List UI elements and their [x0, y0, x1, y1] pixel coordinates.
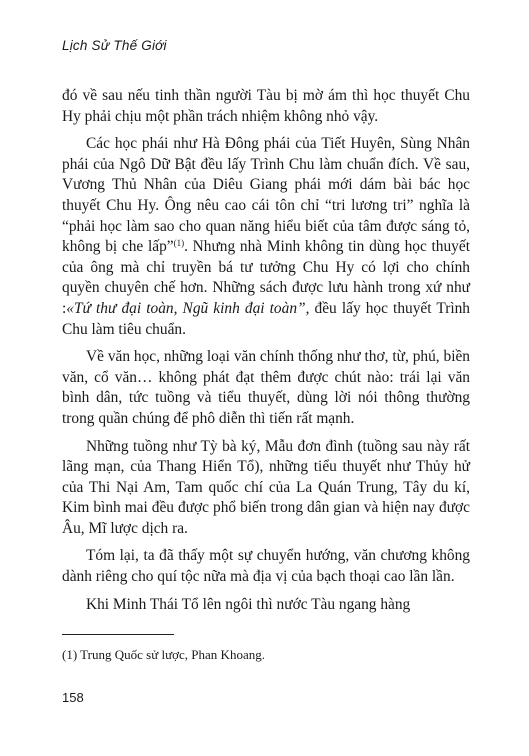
paragraph-2-text-b: . Nhưng nhà Minh không tin dùng học thuyết của ông mà chỉ truyền bá tư tưởng Chu Hy có lợi cho chính quyền chuyên chế hơn. Những sách được lưu hành trong xứ như : [62, 238, 470, 317]
footnote-reference: (1) [173, 238, 185, 249]
paragraph-6: Khi Minh Thái Tổ lên ngôi thì nước Tàu ngang hàng [86, 595, 411, 613]
paragraph-2-text-a: Các học phái như Hà Đông phái của Tiết Huyên, Sùng Nhân phái của Ngô Dữ Bật đều lấy Trình Chu làm chuẩn đích. Về sau, Vương Thủ Nhân của Diêu Giang phái mới dám bài bác học thuyết Chu Hy. Ông nêu cao cái tôn chỉ “tri lương tri” nghĩa là “phải học làm sao cho quan năng hiểu biết của tâm được sáng tỏ, không bị che lấp” [62, 135, 470, 256]
body-text [62, 86, 470, 622]
running-header: Lịch Sử Thế Giới [62, 38, 167, 53]
footnote-divider [62, 634, 174, 635]
page-number: 158 [62, 690, 84, 705]
paragraph-4: Những tuồng như Tỳ bà ký, Mẫu đơn đình (tuồng sau này rất lãng mạn, của Thang Hiển Tổ), những tiểu thuyết như Thủy hử của Thi Nại Am, Tam quốc chí của La Quán Trung, Tây du kí, Kim bình mai đều được phổ biến trong dân gian và hiện nay được Âu, Mĩ lược dịch ra. [62, 437, 470, 537]
paragraph-2 [62, 134, 470, 340]
paragraph-2-text-c: , đều lấy học thuyết Trình Chu làm tiêu chuẩn. [62, 299, 470, 338]
book-titles: «Tứ thư đại toàn, Ngũ kinh đại toàn” [66, 299, 306, 317]
footnote: (1) Trung Quốc sử lược, Phan Khoang. [62, 647, 265, 662]
paragraph-5: Tóm lại, ta đã thấy một sự chuyển hướng, văn chương không dành riêng cho quí tộc nữa mà địa vị của bạch thoại cao lần lần. [62, 547, 470, 586]
paragraph-1: đó về sau nếu tinh thần người Tàu bị mờ ám thì học thuyết Chu Hy phải chịu một phần trách nhiệm không nhỏ vậy. [62, 87, 470, 125]
paragraph-3: Về văn học, những loại văn chính thống như thơ, từ, phú, biền văn, cổ văn… không phát đạt thêm được chút nào: trái lại văn bình dân, tức tuồng và tiểu thuyết, dùng lời nói thông thường trong quần chúng để phô diễn thì tiến rất mạnh. [62, 348, 470, 427]
